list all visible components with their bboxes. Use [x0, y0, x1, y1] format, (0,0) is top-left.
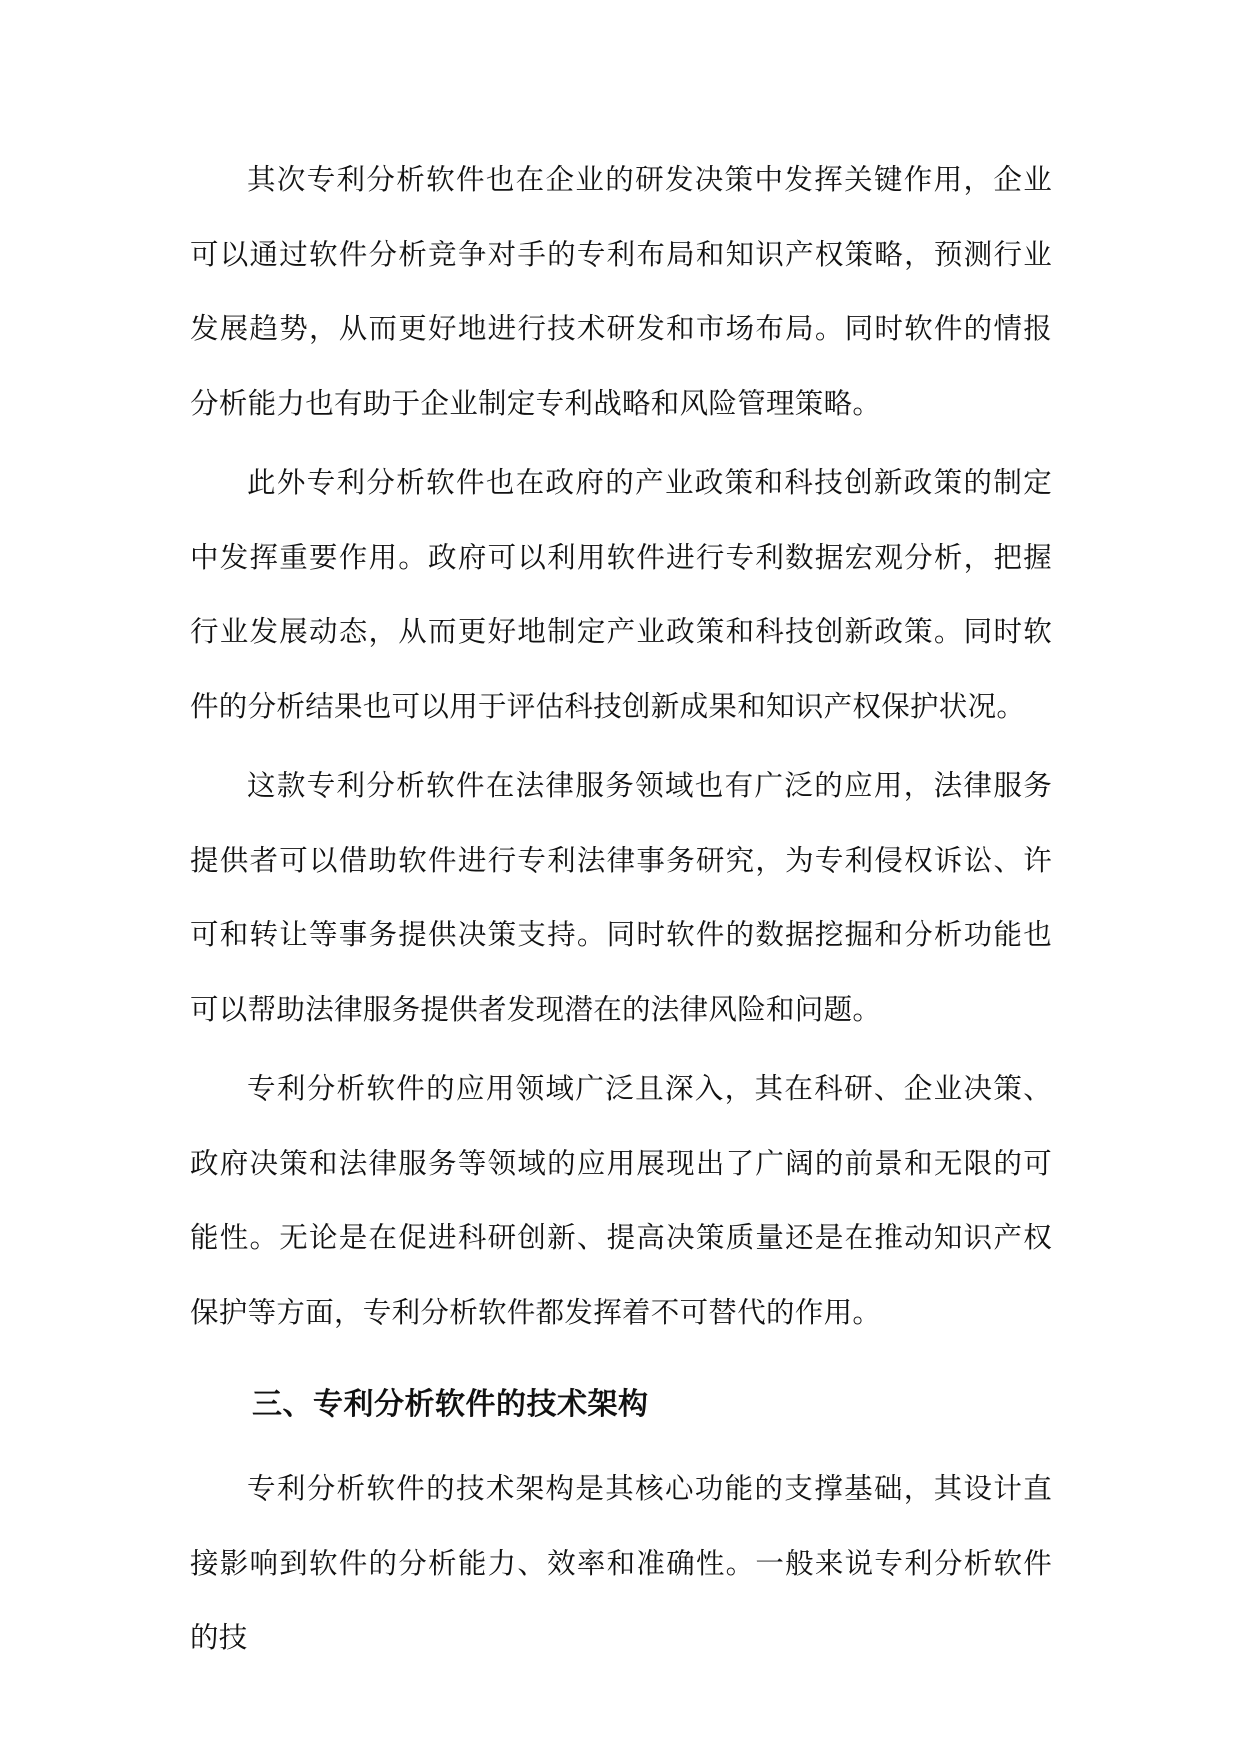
paragraph-architecture-intro: 专利分析软件的技术架构是其核心功能的支撑基础，其设计直接影响到软件的分析能力、效率和准确性。一般来说专利分析软件的技	[190, 1472, 1052, 1654]
paragraph-legal-services: 这款专利分析软件在法律服务领域也有广泛的应用，法律服务提供者可以借助软件进行专利法律事务研究，为专利侵权诉讼、许可和转让等事务提供决策支持。同时软件的数据挖掘和分析功能也可以帮助法律服务提供者发现潜在的法律风险和问题。	[190, 769, 1052, 1026]
section-heading: 三、专利分析软件的技术架构	[252, 1387, 649, 1422]
paragraph-application-summary: 专利分析软件的应用领域广泛且深入，其在科研、企业决策、政府决策和法律服务等领域的应用展现出了广阔的前景和无限的可能性。无论是在促进科研创新、提高决策质量还是在推动知识产权保护等方面，专利分析软件都发挥着不可替代的作用。	[190, 1072, 1052, 1329]
paragraph-government-policy: 此外专利分析软件也在政府的产业政策和科技创新政策的制定中发挥重要作用。政府可以利用软件进行专利数据宏观分析，把握行业发展动态，从而更好地制定产业政策和科技创新政策。同时软件的分析结果也可以用于评估科技创新成果和知识产权保护状况。	[190, 466, 1052, 723]
document-body	[190, 143, 1052, 1681]
paragraph-enterprise-rd: 其次专利分析软件也在企业的研发决策中发挥关键作用，企业可以通过软件分析竞争对手的专利布局和知识产权策略，预测行业发展趋势，从而更好地进行技术研发和市场布局。同时软件的情报分析能力也有助于企业制定专利战略和风险管理策略。	[190, 163, 1052, 420]
